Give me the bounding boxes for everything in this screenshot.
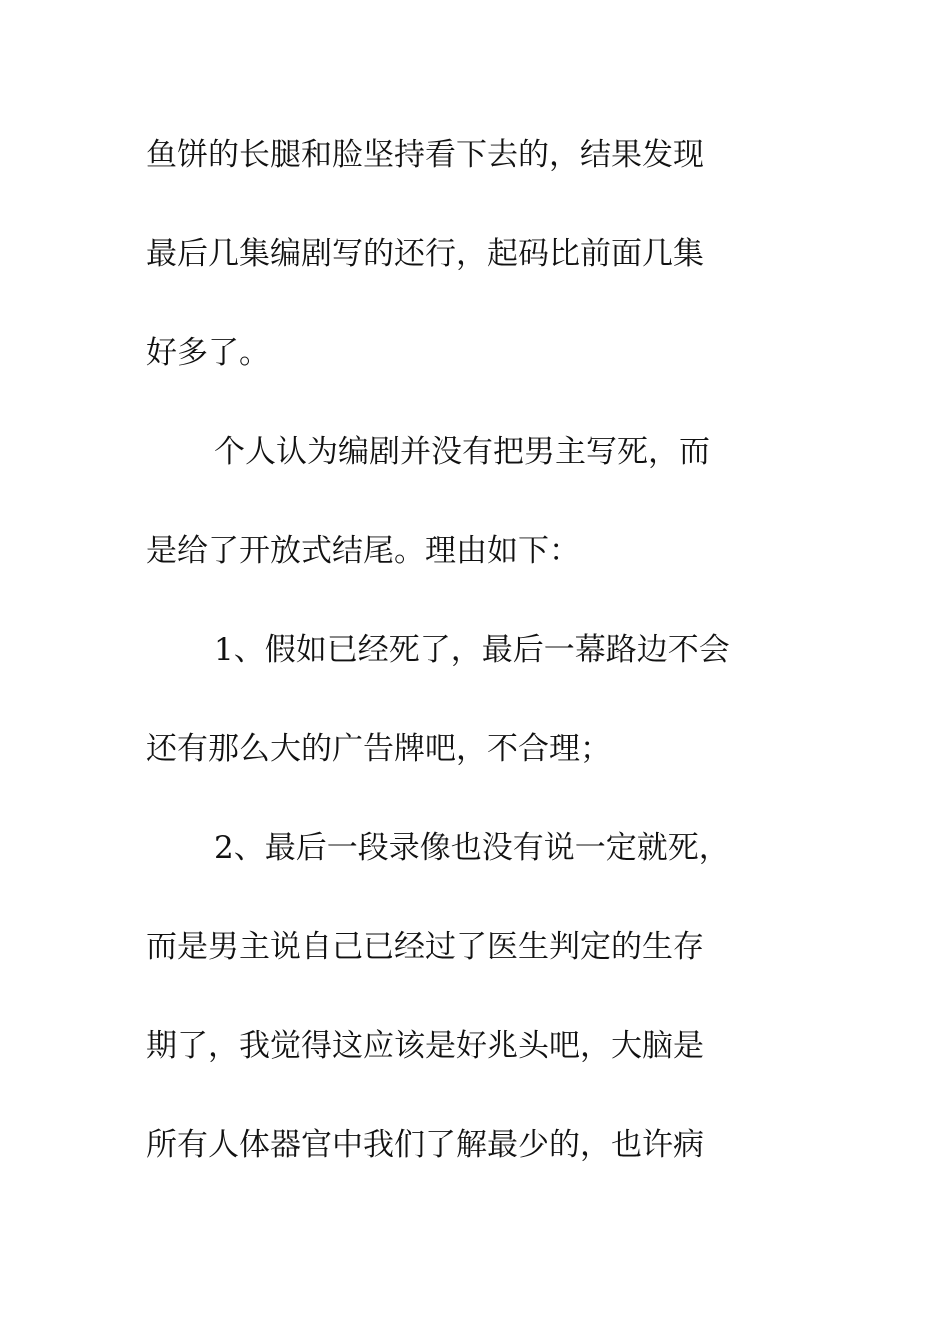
list-item-2-line: 2、最后一段录像也没有说一定就死， [214,830,730,866]
text-line-2: 最后几集编剧写的还行，起码比前面几集 [146,236,704,272]
text-line-3: 好多了。 [146,335,270,371]
text-line-5: 是给了开放式结尾。理由如下： [146,533,580,569]
text-line-10: 期了，我觉得这应该是好兆头吧，大脑是 [146,1028,704,1064]
text-line-7: 还有那么大的广告牌吧，不合理； [146,731,611,767]
text-line-1: 鱼饼的长腿和脸坚持看下去的，结果发现 [146,137,704,173]
list-item-1-line: 1、假如已经死了，最后一幕路边不会 [214,632,730,668]
paragraph-start-line: 个人认为编剧并没有把男主写死，而 [214,434,710,470]
text-line-9: 而是男主说自己已经过了医生判定的生存 [146,929,704,965]
text-line-11: 所有人体器官中我们了解最少的，也许病 [146,1127,704,1163]
